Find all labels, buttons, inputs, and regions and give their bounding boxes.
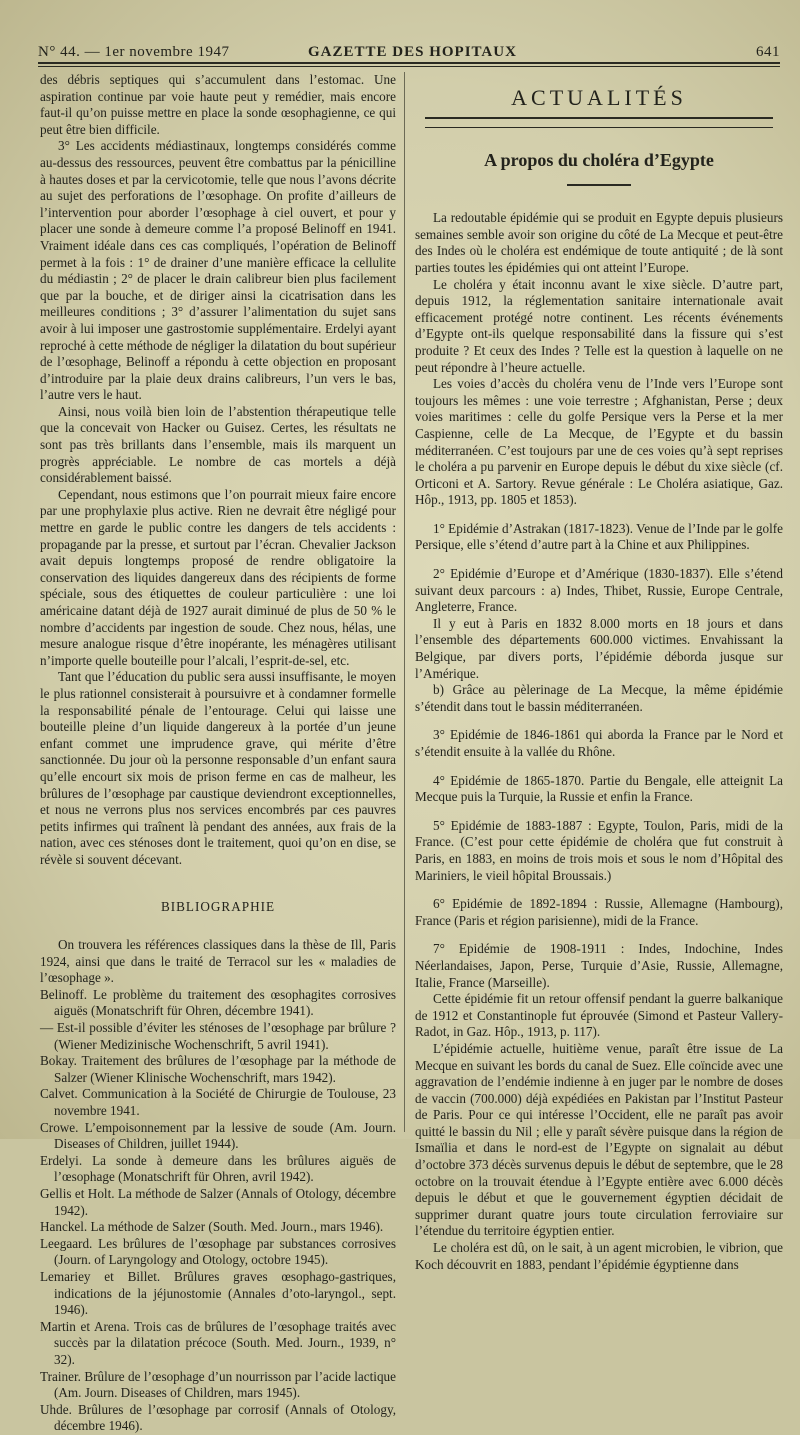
right-column: [415, 72, 783, 1273]
header-rule-thin: [38, 66, 780, 67]
reference-item: Belinoff. Le problème du traitement des œsophagites corrosives aiguës (Monatschrift für Ohren, décembre 1941).: [40, 986, 396, 1019]
reference-item: Uhde. Brûlures de l’œsophage par corrosif (Annals of Otology, décembre 1946).: [40, 1401, 396, 1434]
reference-item: Trainer. Brûlure de l’œsophage d’un nourrisson par l’acide lactique (Am. Journ. Diseases of Children, mars 1945).: [40, 1368, 396, 1401]
reference-item: Hanckel. La méthode de Salzer (South. Med. Journ., mars 1946).: [40, 1219, 384, 1235]
body-paragraph: 3° Les accidents médiastinaux, longtemps considérés comme au-dessus des ressources, peuvent être combattus par la pénicilline à hautes doses et par la cervicotomie, telle que nous l’avons décrite au sujet des perforations de l’œsophage. On profite d’ailleurs de l’intervention pour aborder l’œsophage à ciel ouvert, et pour y placer une sonde à demeure comme l’a proposé Belinoff en 1941. Vraiment idéale dans ces cas compliqués, l’opération de Belinoff permet à la fois : 1° de drainer d’une manière efficace la cellulite du médiastin ; 2° de placer le drain calibreur bien plus facilement que par la bouche, et de diriger ainsi la cicatrisation dans les meilleures conditions ; 3° d’assurer l’alimentation du sujet sans avoir à lui imposer une gastrostomie supplémentaire. Erdelyi ayant reproché à cette méthode de négliger la dilatation du bout supérieur de l’œsophage, Belinoff a répondu à cette objection en proposant d’introduire par la plaie deux drains calibreurs, l’un vers le bas, l’autre vers le haut.: [40, 138, 396, 403]
article-paragraph: 6° Epidémie de 1892-1894 : Russie, Allemagne (Hambourg), France (Paris et région parisienne), midi de la France.: [415, 896, 783, 928]
article-paragraph: 5° Epidémie de 1883-1887 : Egypte, Toulon, Paris, midi de la France. (C’est pour cette épidémie de choléra que fut construit à Paris, en 1883, en moins de trois mois et sous le nom d’Hôpital des Mariniers, le vieil hôpital Broussais.): [415, 817, 783, 883]
issue-date: N° 44. — 1er novembre 1947: [38, 44, 230, 60]
article-paragraph: 7° Epidémie de 1908-1911 : Indes, Indochine, Indes Néerlandaises, Japon, Perse, Turquie d’Asie, Russie, Allemagne, Italie, France (Marseille).: [415, 941, 783, 990]
reference-item: Erdelyi. La sonde à demeure dans les brûlures aiguës de l’œsophage (Monatschrift für Ohren, avril 1942).: [40, 1152, 396, 1185]
reference-item: Lemariey et Billet. Brûlures graves œsophago-gastriques, indications de la jéjunostomie (Annales d’oto-laryngol., sept. 1946).: [40, 1268, 396, 1318]
article-paragraph: 1° Epidémie d’Astrakan (1817-1823). Venue de l’Inde par le golfe Persique, elle s’étend d’autre part à la Chine et aux Philippines.: [415, 520, 783, 553]
page-header: [38, 40, 780, 62]
reference-item: Crowe. L’empoisonnement par la lessive de soude (Am. Journ. Diseases of Children, juillet 1944).: [40, 1119, 396, 1152]
body-paragraph: Tant que l’éducation du public sera aussi insuffisante, le moyen le plus rationnel consisterait à poursuivre et à condamner formelle la responsabilité pénale de l’entourage. Celui qui laisse une bouteille pleine d’un liquide dangereux à la portée d’un jeune enfant commet une imprudence grave, qui mérite d’être sanctionnée. Du jour où la personne responsable d’un enfant saura qu’elle encourt six mois de prison ferme en cas de malheur, les brûlures de l’œsophage par caustique deviendront exceptionnelles, et nous ne verrons plus nos services encombrés par ces pauvres petits infirmes qui traînent là pendant des années, aux frais de la nation, avec ces sténoses dont le traitement, quoi qu’on en dise, se révèle si souvent décevant.: [40, 669, 396, 867]
reference-item: Leegaard. Les brûlures de l’œsophage par substances corrosives (Journ. of Laryngology and Otology, octobre 1945).: [40, 1235, 396, 1268]
article-paragraph: L’épidémie actuelle, huitième venue, paraît être issue de La Mecque en suivant les bords du canal de Suez. Elle coïncide avec une aggravation de l’endémie indienne à en juger par le nombre de doses de vaccin (700.000) déjà expédiées en Pakistan par l’Institut Pasteur de Paris. Pour ce qui intéresse l’Occident, elle ne paraît pas avoir quitté le bassin du Nil ; elle y paraît sévère puisque dans la région de Ismaïlia et dans le nord-est de l’Egypte on signalait au début d’octobre 373 décès survenus depuis le début de septembre, que le 28 octobre on la trouvait étendue à l’Egypte entière avec 6.000 décès depuis le début et que le gouvernement égyptien décidait de supprimer durant quatre jours toute circulation ferroviaire sur l’étendue du territoire égyptien entier.: [415, 1040, 784, 1239]
reference-item: Gellis et Holt. La méthode de Salzer (Annals of Otology, décembre 1942).: [40, 1186, 396, 1218]
header-rule-thick: [38, 62, 780, 64]
bibliography-list: [40, 987, 396, 1435]
bibliography-intro: On trouvera les références classiques dans la thèse de Ill, Paris 1924, ainsi que dans le traité de Terracol sur les « maladies de l’œsophage ».: [40, 937, 396, 986]
body-paragraph: Ainsi, nous voilà bien loin de l’abstention thérapeutique telle que la concevait von Hacker ou Guisez. Certes, les résultats ne sont pas très brillants dans l’ensemble, mais ils marquent un progrès appréciable. Le nombre de cas mortels a déjà considérablement baissé.: [40, 403, 396, 486]
article-paragraph: Le choléra y était inconnu avant le xixe siècle. D’autre part, depuis 1912, la réglementation sanitaire internationale avait efficacement protégé notre continent. Les récents événements d’Egypte ont-ils quelque responsabilité dans la fissure qui s’est produite ? Et ceux des Indes ? Telle est la question à laquelle on ne peut répondre à l’heure actuelle.: [415, 276, 783, 375]
article-paragraph: 2° Epidémie d’Europe et d’Amérique (1830-1837). Elle s’étend suivant deux parcours : a) Indes, Thibet, Russie, Europe Centrale, Angleterre, France.: [415, 566, 783, 615]
section-title: ACTUALITÉS: [511, 85, 687, 110]
reference-item: Martin et Arena. Trois cas de brûlures de l’œsophage traités avec succès par la dilatation précoce (South. Med. Journ., 1939, n° 32).: [40, 1318, 396, 1367]
article-paragraph: Cette épidémie fit un retour offensif pendant la guerre balkanique de 1912 et Constantinople fut éprouvée (Simond et Pasteur Vallery-Radot, in Gaz. Hôp., 1913, p. 117).: [415, 991, 783, 1040]
reference-item: — Est-il possible d’éviter les sténoses de l’œsophage par brûlure ? (Wiener Medizinische Wochenschrift, 5 avril 1941).: [40, 1020, 396, 1052]
article-paragraph: Il y eut à Paris en 1832 8.000 morts en 18 jours et dans l’ensemble des départements 600.000 victimes. Envahissant la Belgique, par divers ports, l’épidémie déborda jusque sur l’Amérique.: [415, 615, 783, 681]
article-title: A propos du choléra d’Egypte: [484, 149, 714, 170]
body-paragraph: des débris septiques qui s’accumulent dans l’estomac. Une aspiration continue par voie haute peut y remédier, mais encore faut-il qu’on puisse mettre en place la sonde œsophagienne, ce qui peut être bien difficile.: [40, 72, 396, 137]
article-paragraph: b) Grâce au pèlerinage de La Mecque, la même épidémie s’étendit dans tout le bassin méditerranéen.: [415, 682, 783, 714]
page-number: 641: [756, 44, 780, 60]
article-paragraph: Les voies d’accès du choléra venu de l’Inde vers l’Europe sont toujours les mêmes : une voie terrestre ; Afghanistan, Perse ; deux voies maritimes : celle du golfe Persique vers la Perse et la mer Caspienne, celle de La Mecque, de l’Egypte et du bassin méditerranéen. C’est toujours par une de ces voies qu’à sept reprises le choléra a pu parvenir en Europe depuis le début du xixe siècle (cf. Orticoni et A. Sartory. Revue générale : Le Choléra asiatique, Gaz. Hôp., 1913, pp. 1805 et 1853).: [415, 376, 783, 508]
article-paragraph: 4° Epidémie de 1865-1870. Partie du Bengale, elle atteignit La Mecque puis la Turquie, la Russie et enfin la France.: [415, 772, 783, 805]
article-paragraph: 3° Epidémie de 1846-1861 qui aborda la France par le Nord et s’étendit ensuite à la vallée du Rhône.: [415, 727, 783, 759]
section-rule-thick: [425, 117, 773, 119]
article-paragraph: La redoutable épidémie qui se produit en Egypte depuis plusieurs semaines semble avoir son origine du côté de La Mecque et peut-être des Indes où le choléra est endémique de toute antiquité ; de là sont parties toutes les épidémies qui ont atteint l’Europe.: [415, 210, 783, 275]
journal-title: GAZETTE DES HOPITAUX: [308, 44, 517, 60]
title-rule: [567, 184, 631, 186]
reference-item: Bokay. Traitement des brûlures de l’œsophage par la méthode de Salzer (Wiener Klinische Wochenschrift, mars 1942).: [40, 1053, 396, 1085]
reference-item: Calvet. Communication à la Société de Chirurgie de Toulouse, 23 novembre 1941.: [40, 1086, 396, 1119]
left-column: [40, 72, 396, 1435]
bibliography-heading: BIBLIOGRAPHIE: [160, 898, 276, 914]
section-rule-thin: [425, 127, 773, 128]
body-paragraph: Cependant, nous estimons que l’on pourrait mieux faire encore par une prophylaxie plus active. Rien ne devrait être négligé pour mettre en garde le public contre les dangers de tels accidents : propagande par la presse, et surtout par l’écran. Chevalier Jackson avait depuis longtemps proposé de rendre obligatoire la conservation des liquides dangereux dans des récipients de forme spéciale, sous des étiquettes de couleur particulière : une loi américaine datant déjà de 1927 aurait diminué de plus de 50 % le nombre d’accidents par ingestion de soude. Chez nous, hélas, une mesure analogue risque d’être inopérante, les ménagères utilisant n’importe quelle bouteille pour l’alcali, l’esprit-de-sel, etc.: [40, 486, 396, 668]
column-divider: [404, 72, 405, 1132]
article-paragraph: Le choléra est dû, on le sait, à un agent microbien, le vibrion, que Koch découvrit en 1883, pendant l’épidémie égyptienne dans: [415, 1240, 783, 1272]
